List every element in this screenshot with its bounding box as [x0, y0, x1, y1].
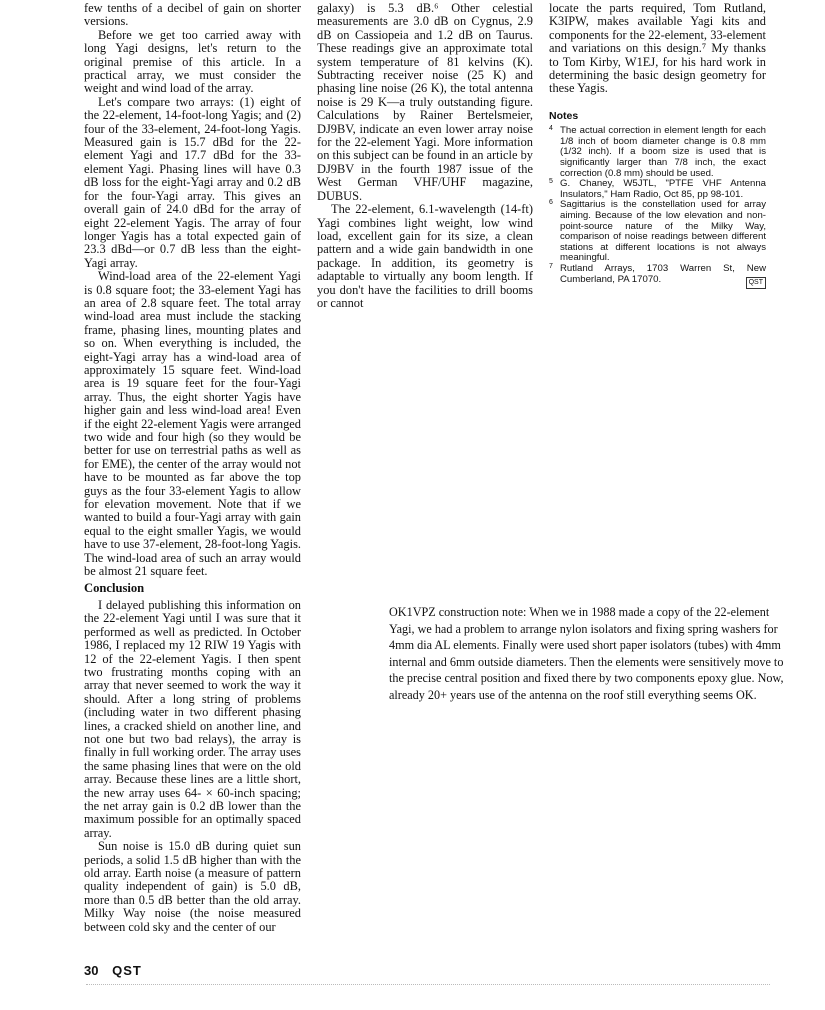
paragraph: Let's compare two arrays: (1) eight of the 22-element, 14-foot-long Yagis; and (2) four of the 33-element, 24-foot-long Yagis. Measured gain is 15.7 dBd for the 22-element Yagi and 17.7 dBd for the 33-element Yagi. Phasing lines will have 0.3 dB loss for the eight-Yagi array and 0.2 dB for the four-Yagi array. This gives an overall gain of 24.0 dBd for the array of eight 22-element Yagis. The array of four longer Yagis has a total expected gain of 23.3 dBd—or 0.7 dB less than the eight-Yagi array. [84, 94, 301, 270]
notes-heading: Notes [549, 109, 579, 122]
scan-artifact-line [86, 984, 770, 986]
note-item [549, 264, 766, 285]
paragraph: few tenths of a decibel of gain on shorter versions. [84, 1, 301, 29]
paragraph: The 22-element, 6.1-wavelength (14-ft) Yagi combines light weight, low wind load, excellent gain for its size, a clean pattern and a wide gain bandwidth in one package. In addition, its geometry is adaptable to virtually any boom length. If you don't have the facilities to drill booms or cannot [317, 202, 533, 310]
paragraph: I delayed publishing this information on the 22-element Yagi until I was sure that it performed as well as predicted. In October 1986, I replaced my 12 RIW 19 Yagis with 12 of the 22-element Yagis. I then spent two frustrating months coping with an array that never seemed to work the way it should. After a long string of problems (including water in two different phasing lines, a cracked shield on another line, and not one but two bad relays), the array is finally in full working order. The array uses the same phasing lines that were on the old array. Because these lines are a little short, the new array uses 64- × 60-inch spacing; the net array gain is 0.2 dB lower than the maximum possible for an optimally spaced array. [84, 597, 301, 840]
note-number: 4 [549, 125, 553, 133]
page-number: 30 [84, 963, 99, 978]
paragraph: locate the parts required, Tom Rutland, K3IPW, makes available Yagi kits and components for the 22-element, 33-element and variations on this design.⁷ My thanks to Tom Kirby, W1EJ, for his hard work in determining the basic design geometry for these Yagis. [549, 1, 766, 96]
article-column-2 [317, 2, 533, 310]
note-item [549, 179, 766, 200]
article-column-3 [549, 2, 766, 289]
paragraph: Wind-load area of the 22-element Yagi is 0.8 square foot; the 33-element Yagi has an area of 2.8 square feet. The total array wind-load area must include the stacking frame, phasing lines, mounting plates and so on. When everything is included, the eight-Yagi array has a wind-load area of approximately 15 square feet. Wind-load area is 19 square feet for the four-Yagi array. Thus, the eight shorter Yagis have higher gain and less wind-load area! Even if the eight 22-element Yagis were arranged two wide and four high (so they would be better for use on terrestrial paths as well as for EME), the center of the array would not have to be mounted as far above the top guys as the four 33-element Yagis to allow for elevation movement. Note that if we wanted to build a four-Yagi array with gain equal to the eight smaller Yagis, we would have to use 37-element, 28-foot-long Yagis. The wind-load area of such an array would be almost 21 square feet. [84, 269, 301, 579]
note-item [549, 126, 766, 179]
paragraph: galaxy) is 5.3 dB.⁶ Other celestial measurements are 3.0 dB on Cygnus, 2.9 dB on Cassiopeia and 1.2 dB on Taurus. These readings give an approximate total system temperature of 81 kelvins (K). Subtracting receiver noise (25 K) and phasing line noise (26 K), the total antenna noise is 29 K—a truly outstanding figure. Calculations by Rainer Bertelsmeier, DJ9BV, indicate an even lower array noise for the 22-element Yagi. More information on this subject can be found in an article by DJ9BV in the fourth 1987 issue of the West German VHF/UHF magazine, DUBUS. [317, 1, 533, 203]
note-text: G. Chaney, W5JTL, "PTFE VHF Antenna Insulators," Ham Radio, Oct 85, pp 98-101. [560, 178, 766, 200]
section-heading-conclusion: Conclusion [84, 581, 145, 596]
page-footer [84, 963, 152, 978]
note-number: 5 [549, 178, 553, 186]
end-of-article-mark: QST [746, 277, 766, 290]
note-text: Rutland Arrays, 1703 Warren St, New Cumberland, PA 17070. [560, 262, 766, 285]
paragraph: Sun noise is 15.0 dB during quiet sun periods, a solid 1.5 dB higher than with the old array. Earth noise (a measure of pattern quality independent of gain) is 5.0 dB, more than 0.5 dB better than the old array. Milky Way noise (the noise measured between cold sky and the center of our [84, 839, 301, 934]
note-number: 6 [549, 199, 553, 207]
note-number: 7 [549, 262, 553, 270]
note-item [549, 200, 766, 264]
article-column-1 [84, 2, 301, 934]
note-text: The actual correction in element length for each 1/8 inch of boom diameter change is 0.8 mm (1/32 inch). If a boom size is used that is significantly larger than 7/8 inch, the exact correction (0.8 mm) should be used. [560, 125, 766, 179]
note-text: Sagittarius is the constellation used for array aiming. Because of the low elevation and non-point-source nature of the Milky Way, comparison of noise readings between different stations at different locations is not always meaningful. [560, 199, 766, 264]
construction-note: OK1VPZ construction note: When we in 1988 made a copy of the 22-element Yagi, we had a problem to arrange nylon isolators and fixing spring washers for 4mm dia AL elements. Finally were used short paper isolators (tubes) with 4mm internal and 6mm outside diameters. Then the elements were sensitively move to the precise central position and fixed there by two components epoxy glue. Now, already 20+ years use of the antenna on the roof still everything seems OK. [389, 605, 784, 702]
paragraph: Before we get too carried away with long Yagi designs, let's return to the original premise of this article. In a practical array, we must consider the weight and wind load of the array. [84, 27, 301, 96]
notes-list [549, 126, 766, 285]
magazine-logo: QST [112, 963, 142, 978]
